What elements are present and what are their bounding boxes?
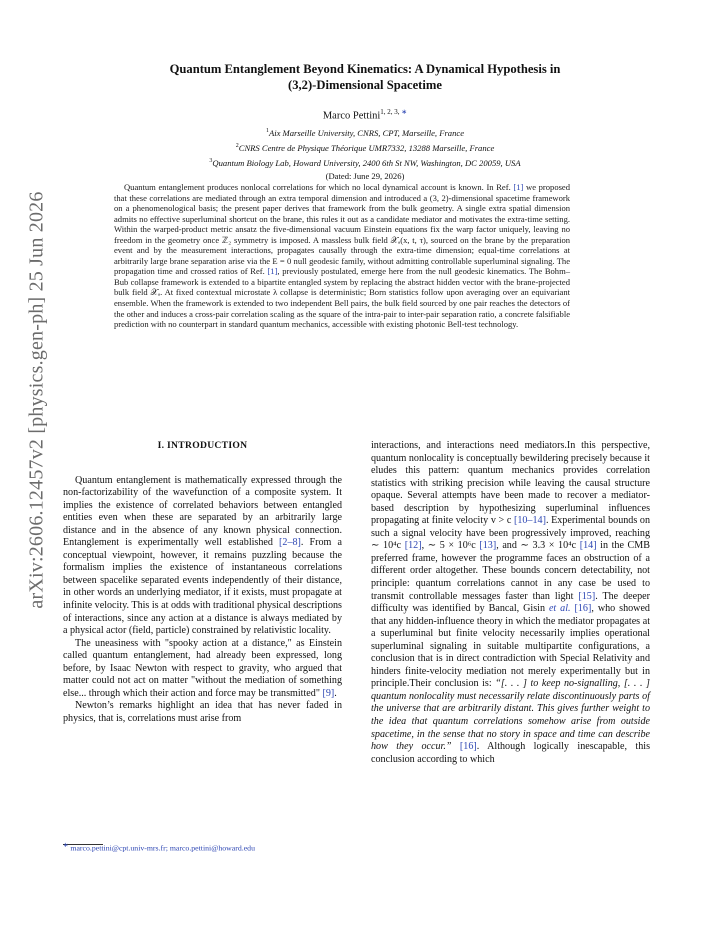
affiliation-2-text: CNRS Centre de Physique Théorique UMR7332, 13288 Marseille, France	[238, 142, 495, 153]
affiliation-3-sup: 3	[209, 157, 213, 164]
footnote-mark: ∗	[63, 842, 69, 849]
dated-line: (Dated: June 29, 2026)	[325, 170, 405, 181]
right-text-a: interactions, and interactions need mediators.In this perspective, quantum nonlocality is conceptually bewildering precisely because it eludes this pattern: quantum mechanics provides correlation statistics with striking precision while leaving the causal structure opaque. Several attempts have been made to recover a mediator-based description by hypothesizing superluminal influences propagating at finite velocity v > c	[371, 440, 650, 527]
affiliation-2	[100, 140, 630, 155]
email-link-howard[interactable]: marco.pettini@howard.edu	[169, 843, 255, 853]
citation-link[interactable]: [15]	[578, 590, 596, 602]
title-line-2: (3,2)-Dimensional Spacetime	[288, 77, 442, 92]
affiliation-2-sup: 2	[235, 142, 239, 149]
citation-link[interactable]: [16]	[459, 741, 477, 753]
affiliation-3-text: Quantum Biology Lab, Howard University, 2400 6th St NW, Washington, DC 20059, USA	[212, 157, 521, 168]
right-text-h: . Although logically inescapable, this conclusion according to which	[371, 741, 651, 765]
email-link-cpt[interactable]: marco.pettini@cpt.univ-mrs.fr	[70, 843, 166, 853]
citation-link[interactable]: [14]	[579, 540, 597, 552]
citation-link[interactable]: [12]	[404, 540, 422, 552]
email-separator: ;	[165, 843, 170, 853]
citation-link[interactable]: [13]	[479, 540, 497, 552]
citation-link[interactable]: [10–14]	[513, 515, 546, 527]
intro-p2-text-a: The uneasiness with "spooky action at a distance," as Einstein called quantum entanglement, had already been expressed, long before, by Isaac Newton with respect to gravity, who argued that matter could not act on matter "without the mediation of something else... through which their action and force may be transmitted"	[63, 637, 342, 699]
author-line	[100, 108, 630, 122]
citation-link[interactable]: [1]	[513, 182, 524, 192]
abstract	[114, 182, 570, 330]
abstract-text-3: , previously postulated, emerge here from the null geodesic kinematics. The Bohm–Bub collapse framework is extended to a bipartite entangled system by replacing the abstract hidden vector with the brane-projected bulk field 𝒳ₐ. At fixed contextual microstate λ collapse is deterministic; Born statistics follow upon averaging over an equivariant ensemble. When the framework is extended to two independent Bell pairs, the bulk field sourced by one pair reaches the detectors of the other and induces a cross-pair correlation scaling as the square of the intra-pair to inter-pair separation ratio, a concrete falsifiable prediction with no counterpart in standard quantum mechanics, accessible with existing photonic Bell-test technology.	[114, 266, 570, 330]
citation-link[interactable]: [2–8]	[279, 537, 301, 549]
left-column	[63, 440, 342, 725]
corresponding-author-link[interactable]: ∗	[401, 108, 408, 116]
citation-link[interactable]: [1]	[267, 266, 278, 277]
arxiv-identifier-stamp[interactable]	[22, 120, 52, 680]
right-text-c: , ∼ 5 × 10⁶c	[421, 540, 480, 552]
right-text-d: , and ∼ 3.3 × 10⁴c	[496, 540, 580, 552]
affiliations	[100, 125, 630, 183]
affiliation-1-text: Aix Marseille University, CNRS, CPT, Marseille, France	[268, 127, 465, 138]
right-text-e: in the CMB preferred frame, however the programme faces an obstruction of a different order altogether. These bounds concern detectability, not principle: quantum correlations cannot in any case be used to transmit controllable messages faster than light	[371, 540, 650, 602]
intro-paragraph-3-continued	[371, 440, 650, 766]
arxiv-stamp-text: arXiv:2606.12457v2 [physics.gen-ph] 25 Jun 2026	[25, 191, 48, 609]
abstract-text-1: Quantum entanglement produces nonlocal correlations for which no local dynamical account is known. In Ref.	[124, 182, 514, 192]
section-heading-introduction: I. INTRODUCTION	[157, 440, 248, 451]
affiliation-3	[100, 155, 630, 170]
affiliation-1-sup: 1	[265, 128, 269, 134]
affiliation-1	[100, 125, 630, 140]
right-text-g: , who showed that any hidden-influence theory in which the mediator propagates at a superluminal but finite velocity necessarily implies operational superluminal signaling in suitable multipartite configurations, a conclusion that is in direct contradiction with Special Relativity and hinders finite-velocity mediation not merely experimentally but in principle.Their conclusion is:	[371, 603, 650, 690]
citation-link[interactable]: [16]	[574, 603, 592, 615]
right-column	[371, 440, 650, 766]
paper-title	[100, 62, 630, 93]
right-text-b: . Experimental bounds on such a signal velocity have been progressively improved, reaching ∼ 10⁴c	[371, 515, 650, 552]
abstract-text-2: we proposed that these correlations are mediated through an extra temporal dimension and introduced a (3, 2)-dimensional spacetime framework on a phenomenological basis; the present paper derives that framework from the bulk geometry. A single extra spatial dimension admits no effective superluminal shortcut on the brane, this rules it out as a candidate mediator and motivates the extra-time setting. Within the warped-product metric ansatz the five-dimensional vacuum Einstein equations fix the warp factor uniquely, leaving no freedom in the geometry once ℤ₂ symmetry is imposed. A massless bulk field 𝒳ₐ(x, t, τ), sourced on the brane by the preparation event and by the measurement interactions, propagates causally through the extra-time dimension; equal-time correlations at arbitrarily large brane separation arise via the E = 0 null geodesic family, without admitting controllable superluminal signaling. The propagation time and crossed ratios of Ref.	[114, 182, 570, 277]
author-name: Marco Pettini	[322, 110, 381, 122]
author-affil-markers: 1, 2, 3,	[380, 108, 402, 116]
intro-paragraph-1	[63, 475, 342, 638]
intro-p2-text-b: .	[334, 687, 337, 699]
title-line-1: Quantum Entanglement Beyond Kinematics: A Dynamical Hypothesis in	[169, 62, 561, 76]
citation-link[interactable]: [9]	[322, 687, 335, 699]
right-text-f: . The deeper difficulty was identified by Bancal, Gisin	[371, 590, 650, 615]
bancal-quote: “[. . . ] to keep no-signalling, [. . . ] quantum nonlocality must necessarily relate discontinuously parts of the universe that are arbitrarily distant. This gives further weight to the idea that quantum correlations somehow arise from outside spacetime, in the sense that no story in space and time can describe how they occur.”	[371, 678, 650, 753]
intro-p1-text-b: . From a conceptual viewpoint, however, it remains puzzling because the formalism implies the existence of instantaneous correlations between spacelike separated events independently of their distance, in other words an underlying mediator, if it exists, must propagate at infinite velocity. This is at odds with traditional physical descriptions of interactions, since any action at a distance is always mediated by a physical actor (field, particle) constrained by relativistic locality.	[63, 537, 342, 637]
et-al-link[interactable]: et al.	[548, 603, 571, 615]
intro-p1-text-a: Quantum entanglement is mathematically expressed through the non-factorizability of the wavefunction of a composite system. It implies the existence of correlated behaviors between entangled entities even when these are separated by an arbitrarily large distance and in the absence of any known physical connection. Entanglement is experimentally well established	[63, 474, 342, 549]
intro-paragraph-3: Newton’s remarks highlight an idea that has never faded in physics, that is, correlations must arise from	[63, 700, 342, 724]
footnote	[63, 841, 363, 853]
intro-paragraph-2	[63, 638, 342, 701]
